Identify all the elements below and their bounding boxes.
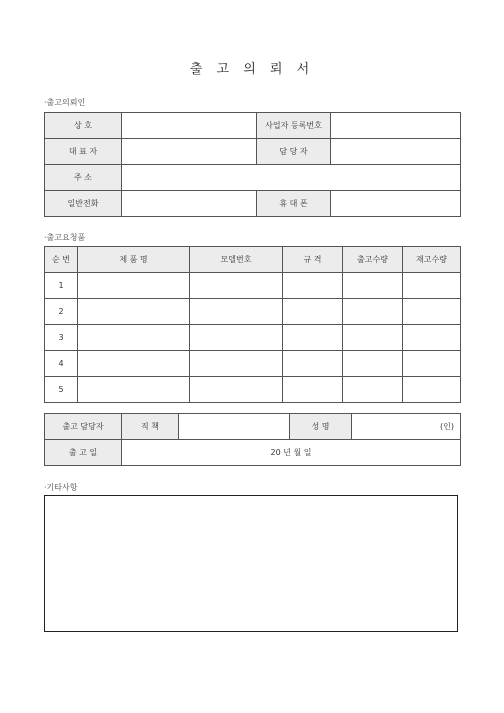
manager-label: 담 당 자	[257, 139, 331, 165]
company-name-label: 상 호	[45, 113, 122, 139]
model-no-cell[interactable]	[190, 377, 283, 403]
row-seq: 2	[45, 299, 78, 325]
table-row	[45, 351, 461, 377]
release-qty-cell[interactable]	[343, 273, 403, 299]
row-seq: 5	[45, 377, 78, 403]
address-label: 주 소	[45, 165, 122, 191]
row-seq: 1	[45, 273, 78, 299]
items-section-label: ·출고요청품	[44, 233, 86, 242]
stock-qty-cell[interactable]	[403, 351, 461, 377]
header-stock-qty: 재고수량	[403, 247, 461, 273]
product-name-cell[interactable]	[78, 351, 190, 377]
release-date-field[interactable]: 20 년 월 일	[122, 440, 461, 466]
representative-field[interactable]	[122, 139, 257, 165]
phone-label: 일반전화	[45, 191, 122, 217]
address-field[interactable]	[122, 165, 461, 191]
release-table	[44, 413, 461, 466]
product-name-cell[interactable]	[78, 299, 190, 325]
page-title: 출 고 의 뢰 서	[189, 62, 315, 77]
table-row	[45, 299, 461, 325]
model-no-cell[interactable]	[190, 325, 283, 351]
header-seq: 순 번	[45, 247, 78, 273]
notes-field[interactable]	[44, 495, 458, 632]
requester-section-label: ·출고의뢰인	[44, 98, 86, 107]
header-spec: 규 격	[283, 247, 343, 273]
mobile-label: 휴 대 폰	[257, 191, 331, 217]
release-officer-label: 출고 담당자	[45, 414, 122, 440]
header-release-qty: 출고수량	[343, 247, 403, 273]
table-row	[45, 377, 461, 403]
product-name-cell[interactable]	[78, 325, 190, 351]
spec-cell[interactable]	[283, 299, 343, 325]
business-reg-no-field[interactable]	[331, 113, 461, 139]
spec-cell[interactable]	[283, 351, 343, 377]
spec-cell[interactable]	[283, 325, 343, 351]
stock-qty-cell[interactable]	[403, 273, 461, 299]
header-model-no: 모델번호	[190, 247, 283, 273]
mobile-field[interactable]	[331, 191, 461, 217]
model-no-cell[interactable]	[190, 351, 283, 377]
release-date-label: 출 고 일	[45, 440, 122, 466]
table-row	[45, 325, 461, 351]
position-field[interactable]	[179, 414, 290, 440]
name-field[interactable]	[352, 414, 461, 440]
release-qty-cell[interactable]	[343, 377, 403, 403]
phone-field[interactable]	[122, 191, 257, 217]
release-qty-cell[interactable]	[343, 351, 403, 377]
requester-table	[44, 112, 461, 217]
spec-cell[interactable]	[283, 273, 343, 299]
seal-mark: (인)	[440, 422, 454, 431]
table-row	[45, 273, 461, 299]
product-name-cell[interactable]	[78, 377, 190, 403]
release-qty-cell[interactable]	[343, 299, 403, 325]
position-label: 직 책	[122, 414, 179, 440]
stock-qty-cell[interactable]	[403, 299, 461, 325]
representative-label: 대 표 자	[45, 139, 122, 165]
business-reg-no-label: 사업자 등록번호	[257, 113, 331, 139]
header-product-name: 제 품 명	[78, 247, 190, 273]
row-seq: 3	[45, 325, 78, 351]
name-label: 성 명	[290, 414, 352, 440]
company-name-field[interactable]	[122, 113, 257, 139]
items-table	[44, 246, 461, 403]
spec-cell[interactable]	[283, 377, 343, 403]
product-name-cell[interactable]	[78, 273, 190, 299]
stock-qty-cell[interactable]	[403, 325, 461, 351]
stock-qty-cell[interactable]	[403, 377, 461, 403]
model-no-cell[interactable]	[190, 273, 283, 299]
manager-field[interactable]	[331, 139, 461, 165]
row-seq: 4	[45, 351, 78, 377]
release-qty-cell[interactable]	[343, 325, 403, 351]
model-no-cell[interactable]	[190, 299, 283, 325]
notes-section-label: ·기타사항	[44, 483, 78, 492]
